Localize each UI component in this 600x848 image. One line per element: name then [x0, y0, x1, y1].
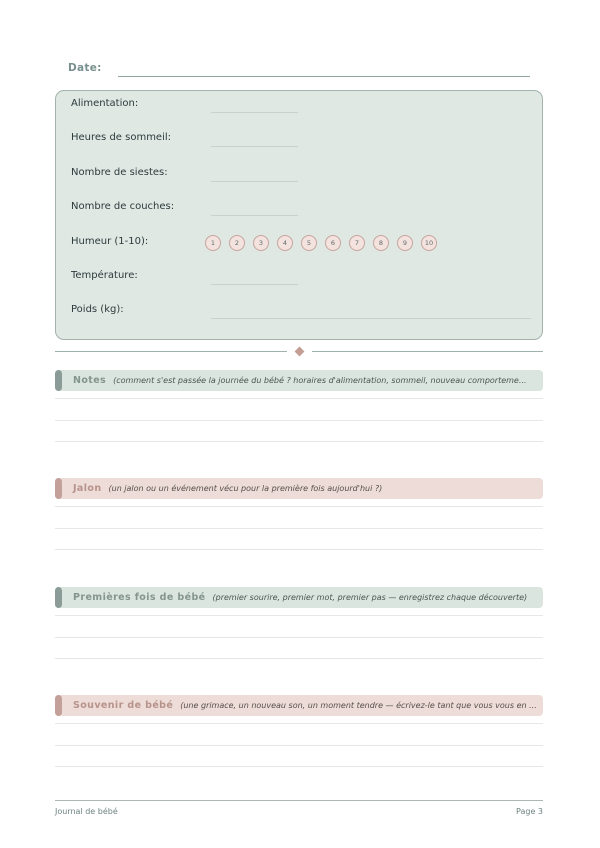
section-title: Jalon [73, 483, 102, 494]
writing-line[interactable] [55, 506, 543, 507]
footer [55, 807, 543, 816]
writing-line[interactable] [55, 615, 543, 616]
section-notes [55, 370, 543, 442]
writing-line[interactable] [55, 398, 543, 399]
field-label: Alimentation: [71, 98, 139, 109]
section-title: Notes [73, 375, 107, 386]
field-label: Température: [71, 269, 138, 281]
field-label: Humeur (1-10): [71, 235, 149, 247]
field-label: Heures de sommeil: [71, 132, 172, 144]
mood-option-10[interactable]: 10 [421, 235, 437, 251]
daily-tracking-box [55, 90, 543, 340]
mood-scale [205, 235, 437, 251]
field-row-heures-sommeil [71, 131, 542, 165]
mood-option-6[interactable]: 6 [325, 235, 341, 251]
field-label: Poids (kg): [71, 304, 124, 316]
writing-line[interactable] [55, 723, 543, 724]
field-row-poids [71, 303, 542, 337]
field-row-humeur [71, 235, 542, 269]
mood-option-3[interactable]: 3 [253, 235, 269, 251]
field-row-nombre-siestes [71, 166, 542, 200]
mood-option-5[interactable]: 5 [301, 235, 317, 251]
date-input-line[interactable] [118, 76, 530, 77]
field-row-alimentation [71, 97, 542, 131]
writing-line[interactable] [55, 658, 543, 659]
section-hint: (un jalon ou un événement vécu pour la première fois aujourd'hui ?) [108, 484, 383, 493]
accent-bar [55, 478, 62, 499]
writing-line[interactable] [55, 637, 543, 638]
temperature-input-line[interactable] [211, 284, 298, 285]
field-row-nombre-couches [71, 200, 542, 234]
footer-title: Journal de bébé [55, 807, 118, 816]
section-premieres-fois [55, 587, 543, 659]
writing-line[interactable] [55, 549, 543, 550]
writing-line[interactable] [55, 420, 543, 421]
field-label: Nombre de siestes: [71, 166, 168, 178]
section-divider [55, 347, 543, 356]
section-hint: (une grimace, un nouveau son, un moment tendre — écrivez-le tant que vous vous en ... [180, 701, 537, 710]
poids-input-line[interactable] [211, 318, 531, 319]
mood-option-7[interactable]: 7 [349, 235, 365, 251]
mood-option-9[interactable]: 9 [397, 235, 413, 251]
field-label: Nombre de couches: [71, 201, 175, 213]
mood-option-8[interactable]: 8 [373, 235, 389, 251]
section-header [55, 587, 543, 608]
divider-line-right [312, 351, 544, 353]
section-jalon [55, 478, 543, 550]
section-header [55, 370, 543, 391]
mood-option-4[interactable]: 4 [277, 235, 293, 251]
diamond-icon [294, 347, 304, 357]
writing-line[interactable] [55, 766, 543, 767]
section-title: Souvenir de bébé [73, 700, 174, 711]
nombre-siestes-input-line[interactable] [211, 181, 298, 182]
section-hint: (premier sourire, premier mot, premier pas — enregistrez chaque découverte) [212, 593, 528, 602]
accent-bar [55, 695, 62, 716]
page-number: Page 3 [516, 807, 543, 816]
section-hint: (comment s'est passée la journée du bébé ? horaires d'alimentation, sommeil, nouveau comporteme... [113, 376, 527, 385]
section-header [55, 695, 543, 716]
mood-option-1[interactable]: 1 [205, 235, 221, 251]
section-souvenir [55, 695, 543, 767]
accent-bar [55, 370, 62, 391]
nombre-couches-input-line[interactable] [211, 215, 298, 216]
section-title: Premières fois de bébé [73, 592, 206, 603]
writing-line[interactable] [55, 528, 543, 529]
date-label: Date: [68, 62, 102, 74]
heures-sommeil-input-line[interactable] [211, 146, 298, 147]
writing-line[interactable] [55, 441, 543, 442]
field-row-temperature [71, 269, 542, 303]
accent-bar [55, 587, 62, 608]
writing-line[interactable] [55, 745, 543, 746]
mood-option-2[interactable]: 2 [229, 235, 245, 251]
section-header [55, 478, 543, 499]
alimentation-input-line[interactable] [211, 112, 298, 113]
footer-divider [55, 800, 543, 801]
divider-line-left [55, 351, 287, 353]
